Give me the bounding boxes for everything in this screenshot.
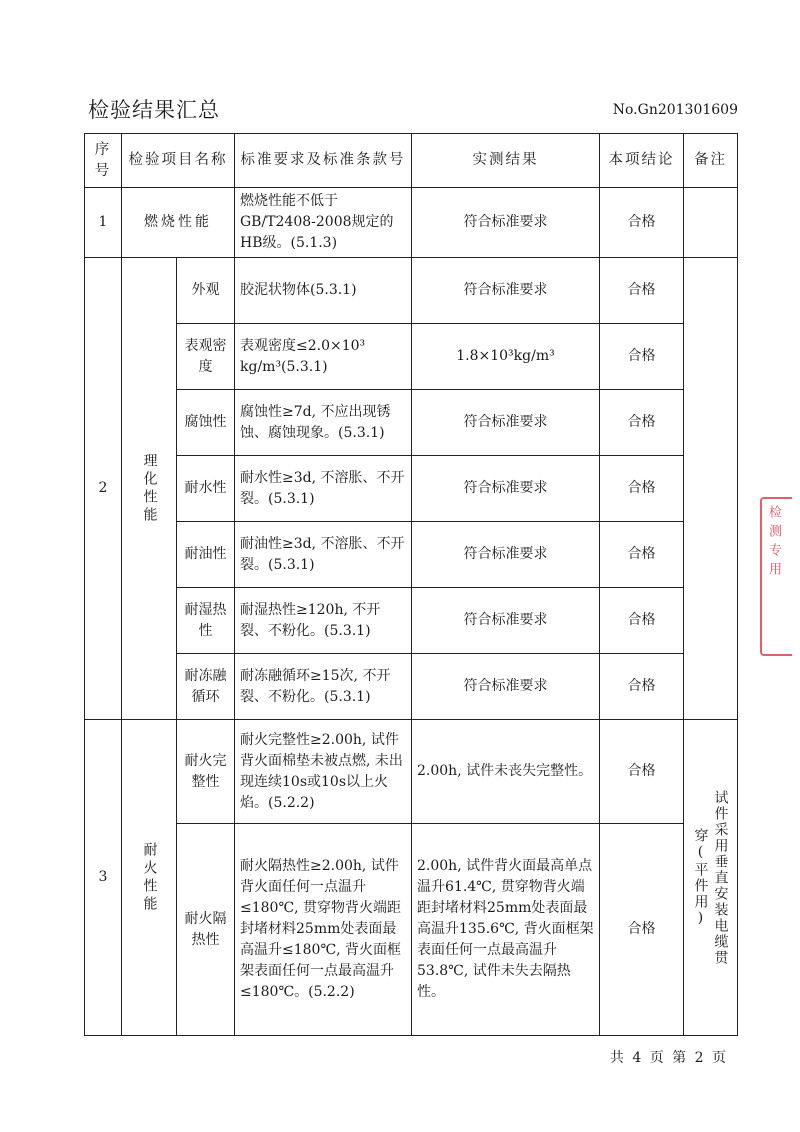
seq-cell: 2 xyxy=(85,258,122,720)
standard-cell: 胶泥状物体(5.3.1) xyxy=(235,258,412,324)
table-row xyxy=(85,456,738,522)
standard-cell: 耐水性≥3d, 不溶胀、不开裂。(5.3.1) xyxy=(235,456,412,522)
standard-cell: 耐火隔热性≥2.00h, 试件背火面任何一点温升≤180℃, 贯穿物背火端距封堵材料25mm处表面最高温升≤180℃, 背火面框架表面任何一点最高温升≤180℃。(5.2.2) xyxy=(235,824,412,1036)
conclusion-cell: 合格 xyxy=(600,324,684,390)
seal-stamp-text: 检测专用 xyxy=(766,505,781,581)
table-row xyxy=(85,258,738,324)
category-label: 理化性能 xyxy=(141,452,158,525)
standard-cell: 耐湿热性≥120h, 不开裂、不粉化。(5.3.1) xyxy=(235,588,412,654)
subitem-cell: 耐冻融循环 xyxy=(177,654,235,720)
conclusion-cell: 合格 xyxy=(600,188,684,258)
table-row xyxy=(85,654,738,720)
remark-cell xyxy=(684,720,738,1036)
subitem-cell: 耐水性 xyxy=(177,456,235,522)
table-row xyxy=(85,324,738,390)
col-header-item: 检验项目名称 xyxy=(122,134,235,188)
remark-text: 试件采用垂直安装电缆贯穿(平件用) xyxy=(692,789,729,966)
subitem-cell: 耐油性 xyxy=(177,522,235,588)
conclusion-cell: 合格 xyxy=(600,456,684,522)
remark-cell xyxy=(684,258,738,720)
conclusion-cell: 合格 xyxy=(600,588,684,654)
table-row xyxy=(85,588,738,654)
col-header-standard: 标准要求及标准条款号 xyxy=(235,134,412,188)
remark-cell xyxy=(684,188,738,258)
col-header-conclusion: 本项结论 xyxy=(600,134,684,188)
results-table xyxy=(84,133,738,1036)
conclusion-cell: 合格 xyxy=(600,390,684,456)
subitem-cell: 耐湿热性 xyxy=(177,588,235,654)
result-cell: 1.8×10³kg/m³ xyxy=(412,324,600,390)
result-cell: 符合标准要求 xyxy=(412,588,600,654)
conclusion-cell: 合格 xyxy=(600,654,684,720)
table-row xyxy=(85,188,738,258)
conclusion-cell: 合格 xyxy=(600,720,684,824)
conclusion-cell: 合格 xyxy=(600,824,684,1036)
standard-cell: 燃烧性能不低于GB/T2408-2008规定的HB级。(5.1.3) xyxy=(235,188,412,258)
report-title: 检验结果汇总 xyxy=(88,98,220,122)
result-cell: 2.00h, 试件未丧失完整性。 xyxy=(412,720,600,824)
seq-cell: 3 xyxy=(85,720,122,1036)
result-cell: 2.00h, 试件背火面最高单点温升61.4℃, 贯穿物背火端距封堵材料25mm处表面最高温升135.6℃, 背火面框架表面任何一点最高温升53.8℃, 试件未失去隔热性。 xyxy=(412,824,600,1036)
col-header-remark: 备注 xyxy=(684,134,738,188)
standard-cell: 耐冻融循环≥15次, 不开裂、不粉化。(5.3.1) xyxy=(235,654,412,720)
subitem-cell: 外观 xyxy=(177,258,235,324)
table-row xyxy=(85,522,738,588)
subitem-cell: 耐火完整性 xyxy=(177,720,235,824)
subitem-cell: 腐蚀性 xyxy=(177,390,235,456)
result-cell: 符合标准要求 xyxy=(412,654,600,720)
conclusion-cell: 合格 xyxy=(600,522,684,588)
seq-cell: 1 xyxy=(85,188,122,258)
col-header-result: 实测结果 xyxy=(412,134,600,188)
standard-cell: 耐油性≥3d, 不溶胀、不开裂。(5.3.1) xyxy=(235,522,412,588)
standard-cell: 腐蚀性≥7d, 不应出现锈蚀、腐蚀现象。(5.3.1) xyxy=(235,390,412,456)
category-label: 耐火性能 xyxy=(141,841,158,914)
standard-cell: 表观密度≤2.0×10³ kg/m³(5.3.1) xyxy=(235,324,412,390)
standard-cell: 耐火完整性≥2.00h, 试件背火面棉垫未被点燃, 未出现连续10s或10s以上火焰。(5.2.2) xyxy=(235,720,412,824)
document-number: No.Gn201301609 xyxy=(612,102,738,118)
header-row xyxy=(85,134,738,188)
result-cell: 符合标准要求 xyxy=(412,258,600,324)
table-row xyxy=(85,824,738,1036)
result-cell: 符合标准要求 xyxy=(412,456,600,522)
col-header-seq: 序号 xyxy=(85,134,122,188)
subitem-cell: 耐火隔热性 xyxy=(177,824,235,1036)
category-cell xyxy=(122,258,177,720)
table-row xyxy=(85,720,738,824)
result-cell: 符合标准要求 xyxy=(412,522,600,588)
result-cell: 符合标准要求 xyxy=(412,390,600,456)
page-counter: 共 4 页 第 2 页 xyxy=(609,1050,728,1066)
result-cell: 符合标准要求 xyxy=(412,188,600,258)
category-cell xyxy=(122,720,177,1036)
subitem-cell: 表观密度 xyxy=(177,324,235,390)
item-cell: 燃烧性能 xyxy=(122,188,235,258)
conclusion-cell: 合格 xyxy=(600,258,684,324)
table-row xyxy=(85,390,738,456)
